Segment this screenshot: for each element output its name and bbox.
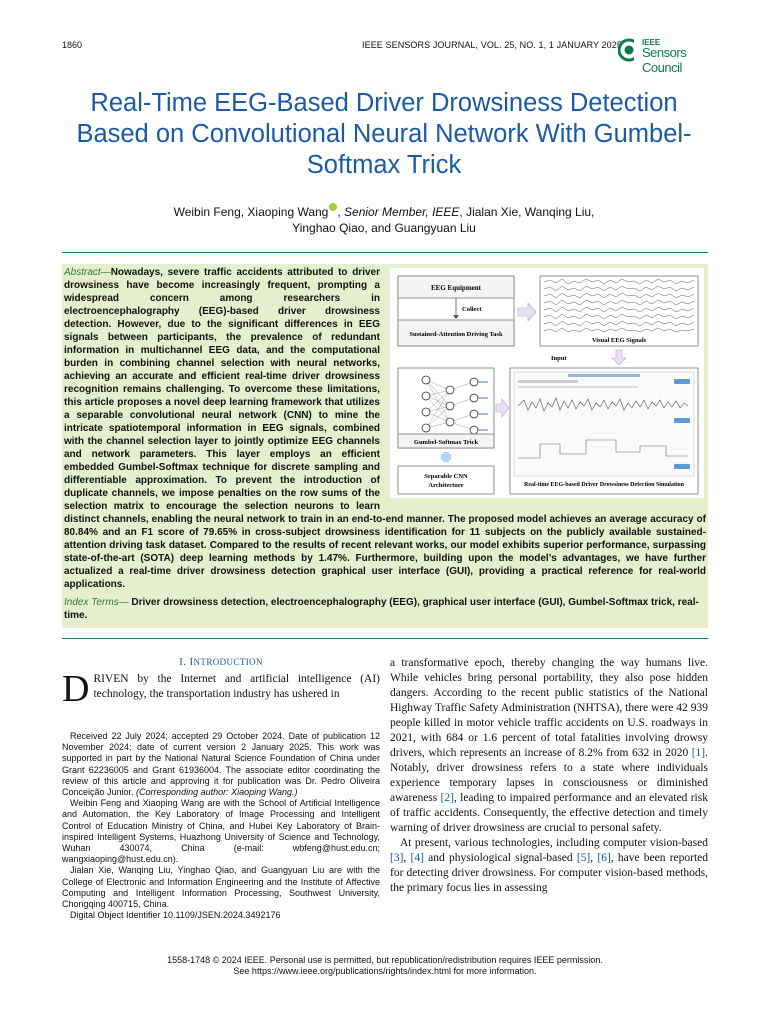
top-divider [62, 252, 708, 253]
index-terms-dash: — [118, 597, 129, 608]
abstract [64, 266, 706, 591]
p2-text-e: , have been reported for detecting driver drowsiness. For computer vision-based methods, the primary focus lies in assessing [390, 852, 709, 894]
affiliation-2: Jialan Xie, Wanqing Liu, Yinghao Qiao, and Guangyuan Liu are with the College of Electronic and Information Engineering and the Institute of Affective Computing and Intelligent Information Processing, Southwest University, Chongqing 400715, China. [62, 865, 380, 910]
sensors-council-logo [618, 38, 710, 75]
page-header [62, 38, 710, 75]
section-heading-introduction [62, 656, 380, 668]
citation-link-5[interactable]: [5] [576, 852, 591, 864]
p1-text-a: a transformative epoch, thereby changing the way humans live. While vehicles bring personal portability, they also pose hidden dangers. According to the recent public statistics of the National Highway Traffic Safety Administration (NHTSA), there were 42 939 people killed in motor vehicle traffic accidents on U.S. roadways in 2021, with 684 or 1.6 percent of total fatalities involving drowsy drivers, which represents an increase of 8.2% from 632 in 2020 [390, 657, 708, 759]
citation-link-4[interactable]: [4] [410, 852, 424, 864]
rights-line: See https://www.ieee.org/publications/rights/index.html for more information. [233, 966, 537, 976]
affiliation-1: Weibin Feng and Xiaoping Wang are with the School of Artificial Intelligence and Automation, the Key Laboratory of Image Processing and Intelligent Control of Education Ministry of China, and Hubei Key Laboratory of Brain-inspired Intelligent Systems, Huazhong University of Science and Technology, Wuhan 430074, China (e-mail: wbfeng@hust.edu.cn; wangxiaoping@hust.edu.cn). [62, 798, 380, 865]
body-paragraph-1 [390, 656, 708, 836]
citation-link-1[interactable]: [1] [691, 747, 706, 759]
logo-text-ieee: IEEE [642, 38, 661, 47]
received-note [62, 731, 380, 798]
p2-text-b: , [403, 852, 411, 864]
copyright-line: 1558-1748 © 2024 IEEE. Personal use is permitted, but republication/redistribution requires IEEE permission. [167, 955, 603, 965]
eeg-equipment-label: EEG Equipment [431, 284, 481, 292]
graphical-abstract-figure [390, 268, 704, 498]
input-label: Input [551, 355, 567, 362]
p1-text-b: . Notably, driver drowsiness refers to a state where individuals experience temporary lapses in consciousness or diminished awareness [390, 747, 708, 804]
author-list [62, 203, 706, 236]
senior-member-note: Senior Member, IEEE [344, 205, 460, 219]
doi-line: Digital Object Identifier 10.1109/JSEN.2024.3492176 [70, 910, 281, 921]
citation-link-3[interactable]: [3] [390, 852, 404, 864]
index-terms [64, 596, 706, 622]
journal-citation: IEEE SENSORS JOURNAL, VOL. 25, NO. 1, 1 JANUARY 2025 [362, 40, 622, 50]
received-text: Received 22 July 2024; accepted 29 October 2024. Date of publication 12 November 2024; date of current version 2 January 2025. This work was supported in part by the National Natural Science Foundation of China under Grant 62236005 and Grant 61936004. The associate editor coordinating the review of this article and approving it for publication was Dr. Pedro Oliveira Conceição Junior. [62, 731, 380, 798]
citation-link-6[interactable]: [6] [597, 852, 611, 864]
section-numeral: I. [179, 656, 190, 668]
section-title-rest: NTRODUCTION [193, 657, 263, 667]
abstract-text: Nowadays, severe traffic accidents attributed to driver drowsiness have become increasingly frequent, prompting a widespread concern among researchers in electroencephalography (EEG)-based driver drowsiness detection. However, due to the significant differences in EEG signals between participants, the prevalence of redundant information in multichannel EEG data, and the computational burden in combining channel selection with neural networks, achieving an accurate and efficient real-time driver drowsiness recognition remains challenging. To overcome these limitations, this article proposes a novel deep learning framework that utilizes a separable convolutional neural network (CNN) to mine the intricate spatiotemporal information in EEG signals, combined with the channel selection layer to jointly optimize EEG channels and network parameters. This layer employs an efficient embedded Gumbel-Softmax technique for discrete sampling and differentiable approximation. To prevent the introduction of duplicate channels, we impose penalties on the row sums of the selection matrix to encourage the selection neurons to learn distinct channels, enabling the neural network to train in an end-to-end manner. The proposed model achieves an average accuracy of 80.84% and an F1 score of 79.65% in cross-subject drowsiness identification for 11 subjects on the publicly available sustained-attention driving task dataset. Compared to the results of recent relevant works, our model exhibits superior performance, surpassing state-of-the-art (SOTA) deep learning methods by 1.47%. Furthermore, building upon the model’s advantages, we have further actualized a real-time driver drowsiness detection graphical user interface (GUI), providing a practical reference for real-world applications. [64, 267, 706, 590]
right-column [390, 656, 708, 896]
collect-label: Collect [462, 306, 482, 313]
p2-text-c: and physiological signal-based [423, 852, 577, 864]
body-paragraph-2 [390, 836, 708, 896]
sensors-council-logo-icon [618, 38, 640, 62]
gumbel-label: Gumbel-Softmax Trick [413, 439, 479, 446]
abstract-box [62, 264, 708, 628]
page-number: 1860 [62, 40, 83, 50]
section-title-initial: I [189, 656, 194, 668]
cnn-label-1: Separable CNN [424, 473, 468, 480]
authors-part-1: Weibin Feng, Xiaoping Wang [173, 205, 329, 219]
intro-text: RIVEN by the Internet and artificial intelligence (AI) technology, the transportation industry has ushered in [93, 673, 380, 700]
cnn-block [398, 466, 494, 494]
authors-line-2: Yinghao Qiao, and Guangyuan Liu [292, 221, 476, 235]
intro-paragraph [62, 668, 380, 710]
abstract-dash: — [100, 267, 111, 278]
gui-caption: Real-time EEG-based Driver Drowsiness Detection Simulation [524, 482, 684, 488]
task-label: Sustained-Attention Driving Task [409, 331, 503, 338]
cnn-label-2: Architecture [428, 482, 464, 489]
citation-link-2[interactable]: [2] [440, 792, 454, 804]
index-terms-label: Index Terms [64, 597, 119, 608]
visual-eeg-label: Visual EEG Signals [591, 337, 647, 344]
p2-text-a: At present, various technologies, including computer vision-based [400, 837, 708, 849]
first-page-footnotes [62, 731, 380, 921]
authors-part-3: , Jialan Xie, Wanqing Liu, [459, 205, 595, 219]
left-column [62, 656, 380, 921]
copyright-footer [62, 955, 708, 977]
paper-title: Real-Time EEG-Based Driver Drowsiness Detection Based on Convolutional Neural Network With Gumbel-Softmax Trick [76, 89, 692, 179]
authors-part-2: , [337, 205, 345, 219]
logo-text-council: Sensors Council [642, 45, 687, 75]
abstract-label: Abstract [64, 267, 101, 278]
corresponding-author: (Corresponding author: Xiaoping Wang.) [136, 787, 298, 798]
p1-text-c: , leading to impaired performance and an elevated risk of traffic accidents. Consequently, the effective detection and timely warning of driver drowsiness are crucial to personal safety. [390, 792, 708, 834]
abstract-divider [62, 638, 708, 639]
drop-cap: D [62, 668, 90, 710]
p2-text-d: , [590, 852, 598, 864]
index-terms-text: Driver drowsiness detection, electroencephalography (EEG), graphical user interface (GUI), Gumbel-Softmax trick, real-time. [64, 597, 699, 621]
